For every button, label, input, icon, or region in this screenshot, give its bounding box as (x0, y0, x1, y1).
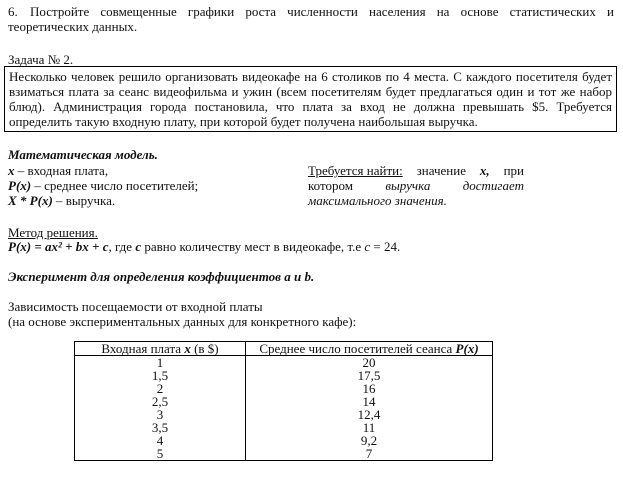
cell-visitors: 9,2 (246, 434, 493, 447)
task-6-text: Постройте совмещенные графики роста численности населения на основе статистических и теоретических данных. (8, 4, 614, 34)
math-model-variables (8, 163, 198, 208)
requirement-x: x, (479, 163, 490, 178)
method-formula-tail: , где (108, 239, 136, 254)
table-header-price (75, 342, 246, 356)
dependency-line-2: (на основе экспериментальных данных для конкретного кафе): (8, 314, 357, 329)
dependency-line-1: Зависимость посещаемости от входной платы (8, 299, 263, 314)
cell-visitors: 17,5 (246, 369, 493, 382)
requirement-word-reaches: достигает (462, 178, 524, 193)
table-row (75, 395, 493, 408)
var-x: x (8, 163, 15, 178)
task-2-box (4, 66, 617, 132)
cell-price: 2,5 (75, 395, 246, 408)
table-row (75, 356, 493, 370)
cell-visitors: 14 (246, 395, 493, 408)
requirement-label: Требуется найти: (308, 163, 403, 178)
method-c-var: c (135, 239, 142, 254)
requirement-line-2 (308, 178, 524, 193)
method-formula: P(x) = ax² + bx + c (8, 239, 109, 254)
experiment-title: Эксперимент для определения коэффициентов a и b. (8, 269, 315, 284)
table-row (75, 421, 493, 434)
var-revenue: X * P(x) (8, 193, 53, 208)
task-2-body: Несколько человек решило организовать видеокафе на 6 столиков по 4 места. С каждого посетителя будет взиматься плата за сеанс видеофильма и ужин (всем посетителям будет предлагаться один и тот же набор блюд). Администрация города постановила, что плата за вход не должна превышать $5. Требуется определить такую входную плату, при которой будет получена наибольшая выручка. (9, 69, 612, 129)
task-6-number: 6. (8, 4, 18, 19)
header-visitors-text: Среднее число посетителей сеанса (259, 341, 456, 356)
requirement-word-value: значение (416, 163, 466, 178)
dependency-caption (8, 299, 356, 329)
cell-price: 5 (75, 447, 246, 461)
header-price-text: Входная плата (101, 341, 185, 356)
table-header-row (75, 342, 493, 356)
requirement-line-3: максимального значения. (308, 193, 447, 208)
cell-price: 3 (75, 408, 246, 421)
requirement-word-revenue: выручка (385, 178, 431, 193)
cell-visitors: 20 (246, 356, 493, 370)
cell-price: 3,5 (75, 421, 246, 434)
variable-line-x (8, 163, 198, 178)
table-row (75, 369, 493, 382)
math-model-title: Математическая модель. (8, 147, 158, 162)
cell-price: 4 (75, 434, 246, 447)
var-px: P(x) (8, 178, 32, 193)
data-table (74, 341, 493, 461)
requirement-line-1 (308, 163, 524, 178)
method-c-value: = 24. (370, 239, 401, 254)
method-formula-end: равно количеству мест в видеокафе, т.е (141, 239, 365, 254)
method-title: Метод решения. (8, 225, 98, 240)
method-c-eq: c (364, 239, 371, 254)
cell-visitors: 12,4 (246, 408, 493, 421)
header-price-unit: (в $) (190, 341, 219, 356)
var-px-desc: – среднее число посетителей; (31, 178, 199, 193)
task-2-title: Задача № 2. (8, 52, 74, 67)
requirement-word-at: при (503, 163, 524, 178)
variable-line-px (8, 178, 198, 193)
cell-visitors: 16 (246, 382, 493, 395)
math-model-requirement (308, 163, 524, 208)
method-formula-line (8, 239, 400, 254)
table-row (75, 382, 493, 395)
var-x-desc: – входная плата, (14, 163, 109, 178)
task-6-paragraph (8, 4, 614, 34)
cell-price: 1 (75, 356, 246, 370)
cell-price: 2 (75, 382, 246, 395)
cell-visitors: 11 (246, 421, 493, 434)
cell-visitors: 7 (246, 447, 493, 461)
var-revenue-desc: – выручка. (52, 193, 116, 208)
variable-line-revenue (8, 193, 198, 208)
header-visitors-var: P(x) (455, 341, 479, 356)
table-row (75, 434, 493, 447)
table-header-visitors (246, 342, 493, 356)
requirement-word-which: котором (308, 178, 353, 193)
cell-price: 1,5 (75, 369, 246, 382)
table-row (75, 447, 493, 461)
table-row (75, 408, 493, 421)
header-price-var: x (184, 341, 191, 356)
